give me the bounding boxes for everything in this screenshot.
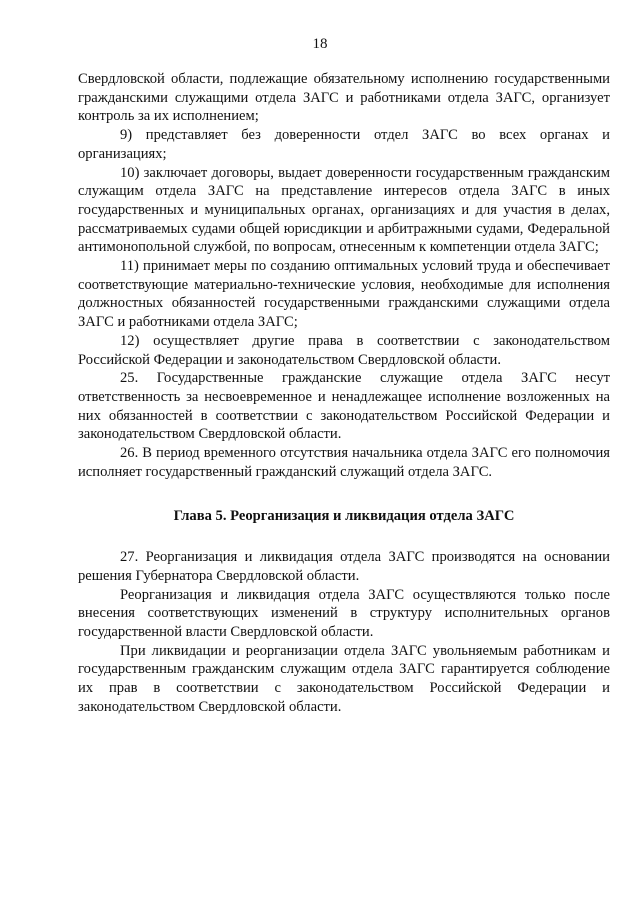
- paragraph-item-9: 9) представляет без доверенности отдел ЗАГС во всех органах и организациях;: [78, 127, 610, 162]
- paragraph-item-10: 10) заключает договоры, выдает доверенности государственным гражданским служащим отдела ЗАГС на представление интересов отдела ЗАГС в иных государственных и муниципальных органах, организациях и для участия в делах, рассматриваемых судами общей юрисдикции и арбитражными судами, Федеральной антимонопольной службой, по вопросам, отнесенным к компетенции отдела ЗАГС;: [78, 164, 610, 256]
- paragraph-clause-26: 26. В период временного отсутствия начальника отдела ЗАГС его полномочия исполняет государственный гражданский служащий отдела ЗАГС.: [78, 445, 610, 480]
- paragraph-liquidation-guarantees: При ликвидации и реорганизации отдела ЗАГС увольняемым работникам и государственным гражданским служащим отдела ЗАГС гарантируется соблюдение их прав в соответствии с законодательством Российской Федерации и законодательством Свердловской области.: [78, 642, 610, 715]
- paragraph-item-12: 12) осуществляет другие права в соответствии с законодательством Российской Федерации и законодательством Свердловской области.: [78, 332, 610, 368]
- document-body: [78, 70, 610, 717]
- page-number: 18: [312, 36, 328, 52]
- paragraph-clause-25: 25. Государственные гражданские служащие отдела ЗАГС несут ответственность за несвоевременное и ненадлежащее исполнение возложенных на них обязанностей в соответствии с законодательством Российской Федерации и законодательством Свердловской области.: [78, 370, 610, 443]
- paragraph-clause-27: 27. Реорганизация и ликвидация отдела ЗАГС производятся на основании решения Губернатора Свердловской области.: [78, 549, 610, 584]
- paragraph-item-11: 11) принимает меры по созданию оптимальных условий труда и обеспечивает соответствующие материально-технические условия, необходимые для исполнения должностных обязанностей государственными гражданскими служащими отдела ЗАГС и работниками отдела ЗАГС;: [78, 258, 610, 331]
- chapter-heading: Глава 5. Реорганизация и ликвидация отдела ЗАГС: [173, 508, 515, 525]
- paragraph-continuation: Свердловской области, подлежащие обязательному исполнению государственными гражданскими служащими отдела ЗАГС и работниками отдела ЗАГС, организует контроль за их исполнением;: [78, 71, 610, 125]
- paragraph-reorganization: Реорганизация и ликвидация отдела ЗАГС осуществляются только после внесения соответствующих изменений в структуру исполнительных органов государственной власти Свердловской области.: [78, 586, 610, 640]
